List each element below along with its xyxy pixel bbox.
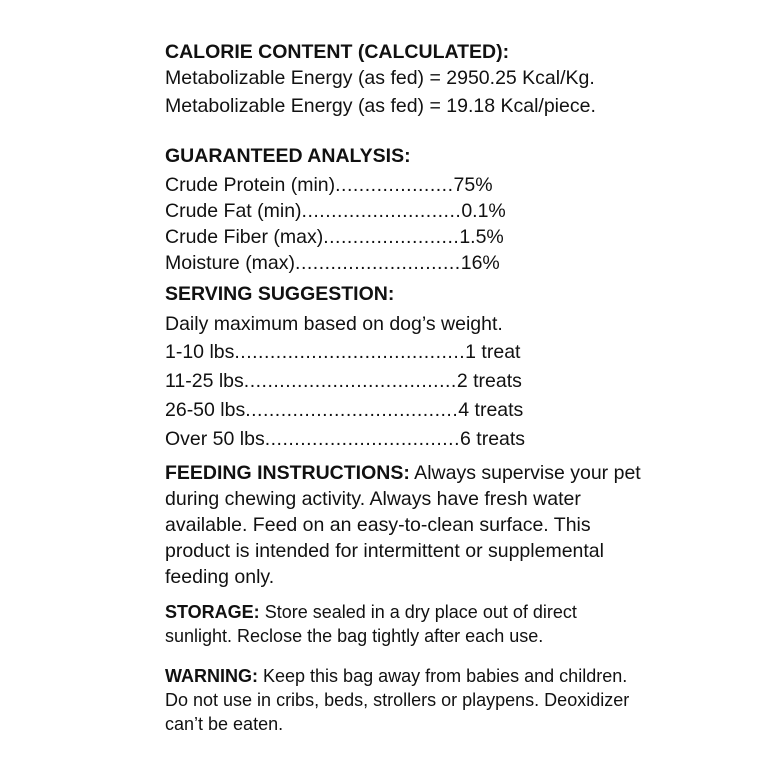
storage: [165, 600, 635, 648]
leader-dots: .......................: [323, 226, 460, 248]
analysis-row: [165, 250, 506, 276]
serving-weight: 11-25 lbs: [165, 370, 244, 392]
storage-text: Store sealed in a dry place out of direct sunlight. Reclose the bag tightly after each use.: [165, 602, 577, 646]
warning: [165, 664, 635, 736]
serving-weight: 1-10 lbs: [165, 341, 235, 363]
serving-amount: 2 treats: [456, 370, 522, 392]
leader-dots: ....................................: [245, 399, 459, 421]
leader-dots: .......................................: [234, 341, 466, 363]
guaranteed-analysis-section: [165, 144, 506, 276]
serving-amount: 1 treat: [465, 341, 521, 363]
serving-suggestion-section: [165, 282, 525, 454]
calorie-content-heading: CALORIE CONTENT (CALCULATED):: [165, 41, 510, 63]
serving-amount: 4 treats: [458, 399, 524, 421]
serving-row: [165, 396, 525, 425]
leader-dots: .................................: [264, 428, 461, 450]
serving-weight: 26-50 lbs: [165, 399, 246, 421]
serving-intro: Daily maximum based on dog’s weight.: [165, 313, 503, 335]
warning-text: Keep this bag away from babies and children. Do not use in cribs, beds, strollers or playpens. Deoxidizer can’t be eaten.: [165, 666, 630, 734]
analysis-value: 16%: [460, 252, 500, 274]
serving-weight: Over 50 lbs: [165, 428, 265, 450]
leader-dots: ...........................: [301, 200, 462, 222]
analysis-row: [165, 198, 506, 224]
serving-amount: 6 treats: [460, 428, 526, 450]
leader-dots: ....................: [335, 174, 454, 196]
leader-dots: ............................: [295, 252, 461, 274]
warning-heading: WARNING:: [165, 666, 258, 686]
feeding-instructions-heading: FEEDING INSTRUCTIONS:: [165, 462, 410, 484]
analysis-value: 0.1%: [461, 200, 506, 222]
analysis-value: 1.5%: [459, 226, 504, 248]
calorie-line: Metabolizable Energy (as fed) = 19.18 Kcal/piece.: [165, 95, 596, 117]
analysis-label: Crude Fat (min): [165, 200, 302, 222]
analysis-label: Crude Protein (min): [165, 174, 336, 196]
serving-suggestion-heading: SERVING SUGGESTION:: [165, 283, 395, 305]
guaranteed-analysis-heading: GUARANTEED ANALYSIS:: [165, 145, 411, 167]
serving-row: [165, 338, 525, 367]
storage-heading: STORAGE:: [165, 602, 260, 622]
analysis-row: [165, 172, 506, 198]
calorie-line: Metabolizable Energy (as fed) = 2950.25 Kcal/Kg.: [165, 67, 595, 89]
leader-dots: ....................................: [243, 370, 457, 392]
analysis-row: [165, 224, 506, 250]
feeding-instructions: [165, 460, 645, 590]
serving-row: [165, 425, 525, 454]
analysis-label: Crude Fiber (max): [165, 226, 324, 248]
calorie-content-section: [165, 40, 596, 120]
feeding-instructions-text: Always supervise your pet during chewing activity. Always have fresh water available. Feed on an easy-to-clean surface. This product is intended for intermittent or supplemental feeding only.: [165, 462, 641, 588]
analysis-label: Moisture (max): [165, 252, 296, 274]
analysis-value: 75%: [453, 174, 493, 196]
serving-row: [165, 367, 525, 396]
